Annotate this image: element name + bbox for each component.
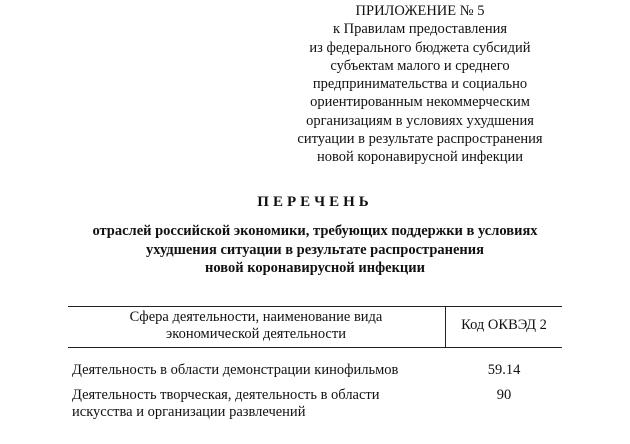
activity-line: Деятельность творческая, деятельность в области	[72, 387, 380, 403]
table-top-rule	[68, 306, 562, 307]
appendix-line: к Правилам предоставления	[332, 21, 508, 38]
column-header-line: Сфера деятельности, наименование вида	[129, 309, 383, 325]
activity-line: Деятельность в области демонстрации кинофильмов	[72, 362, 399, 378]
subtitle-line: новой коронавирусной инфекции	[204, 260, 425, 276]
appendix-line: из федерального бюджета субсидий	[309, 39, 531, 56]
code-cell: 90	[496, 387, 512, 403]
appendix-line: ориентированным некоммерческим	[310, 94, 530, 111]
activity-line: искусства и организации развлечений	[72, 404, 306, 420]
column-header-line: экономической деятельности	[166, 326, 346, 342]
appendix-line: новой коронавирусной инфекции	[316, 149, 524, 166]
table-header-rule	[68, 347, 562, 348]
appendix-line: предпринимательства и социально	[312, 76, 528, 93]
column-header-code: Код ОКВЭД 2	[461, 317, 547, 333]
appendix-line: ситуации в результате распространения	[297, 131, 543, 148]
subtitle-line: отраслей российской экономики, требующих поддержки в условиях	[92, 223, 538, 239]
document-title: ПЕРЕЧЕНЬ	[257, 194, 373, 210]
appendix-line: организациям в условиях ухудшения	[306, 112, 534, 129]
appendix-header	[270, 2, 570, 167]
activity-cell	[72, 387, 442, 421]
activity-cell	[72, 362, 442, 379]
code-cell: 59.14	[487, 362, 521, 378]
document-subtitle	[0, 222, 630, 278]
appendix-line: субъектам малого и среднего	[330, 57, 510, 74]
subtitle-line: ухудшения ситуации в результате распространения	[146, 241, 484, 258]
appendix-number: ПРИЛОЖЕНИЕ № 5	[355, 3, 485, 19]
column-header-activity	[68, 309, 444, 343]
